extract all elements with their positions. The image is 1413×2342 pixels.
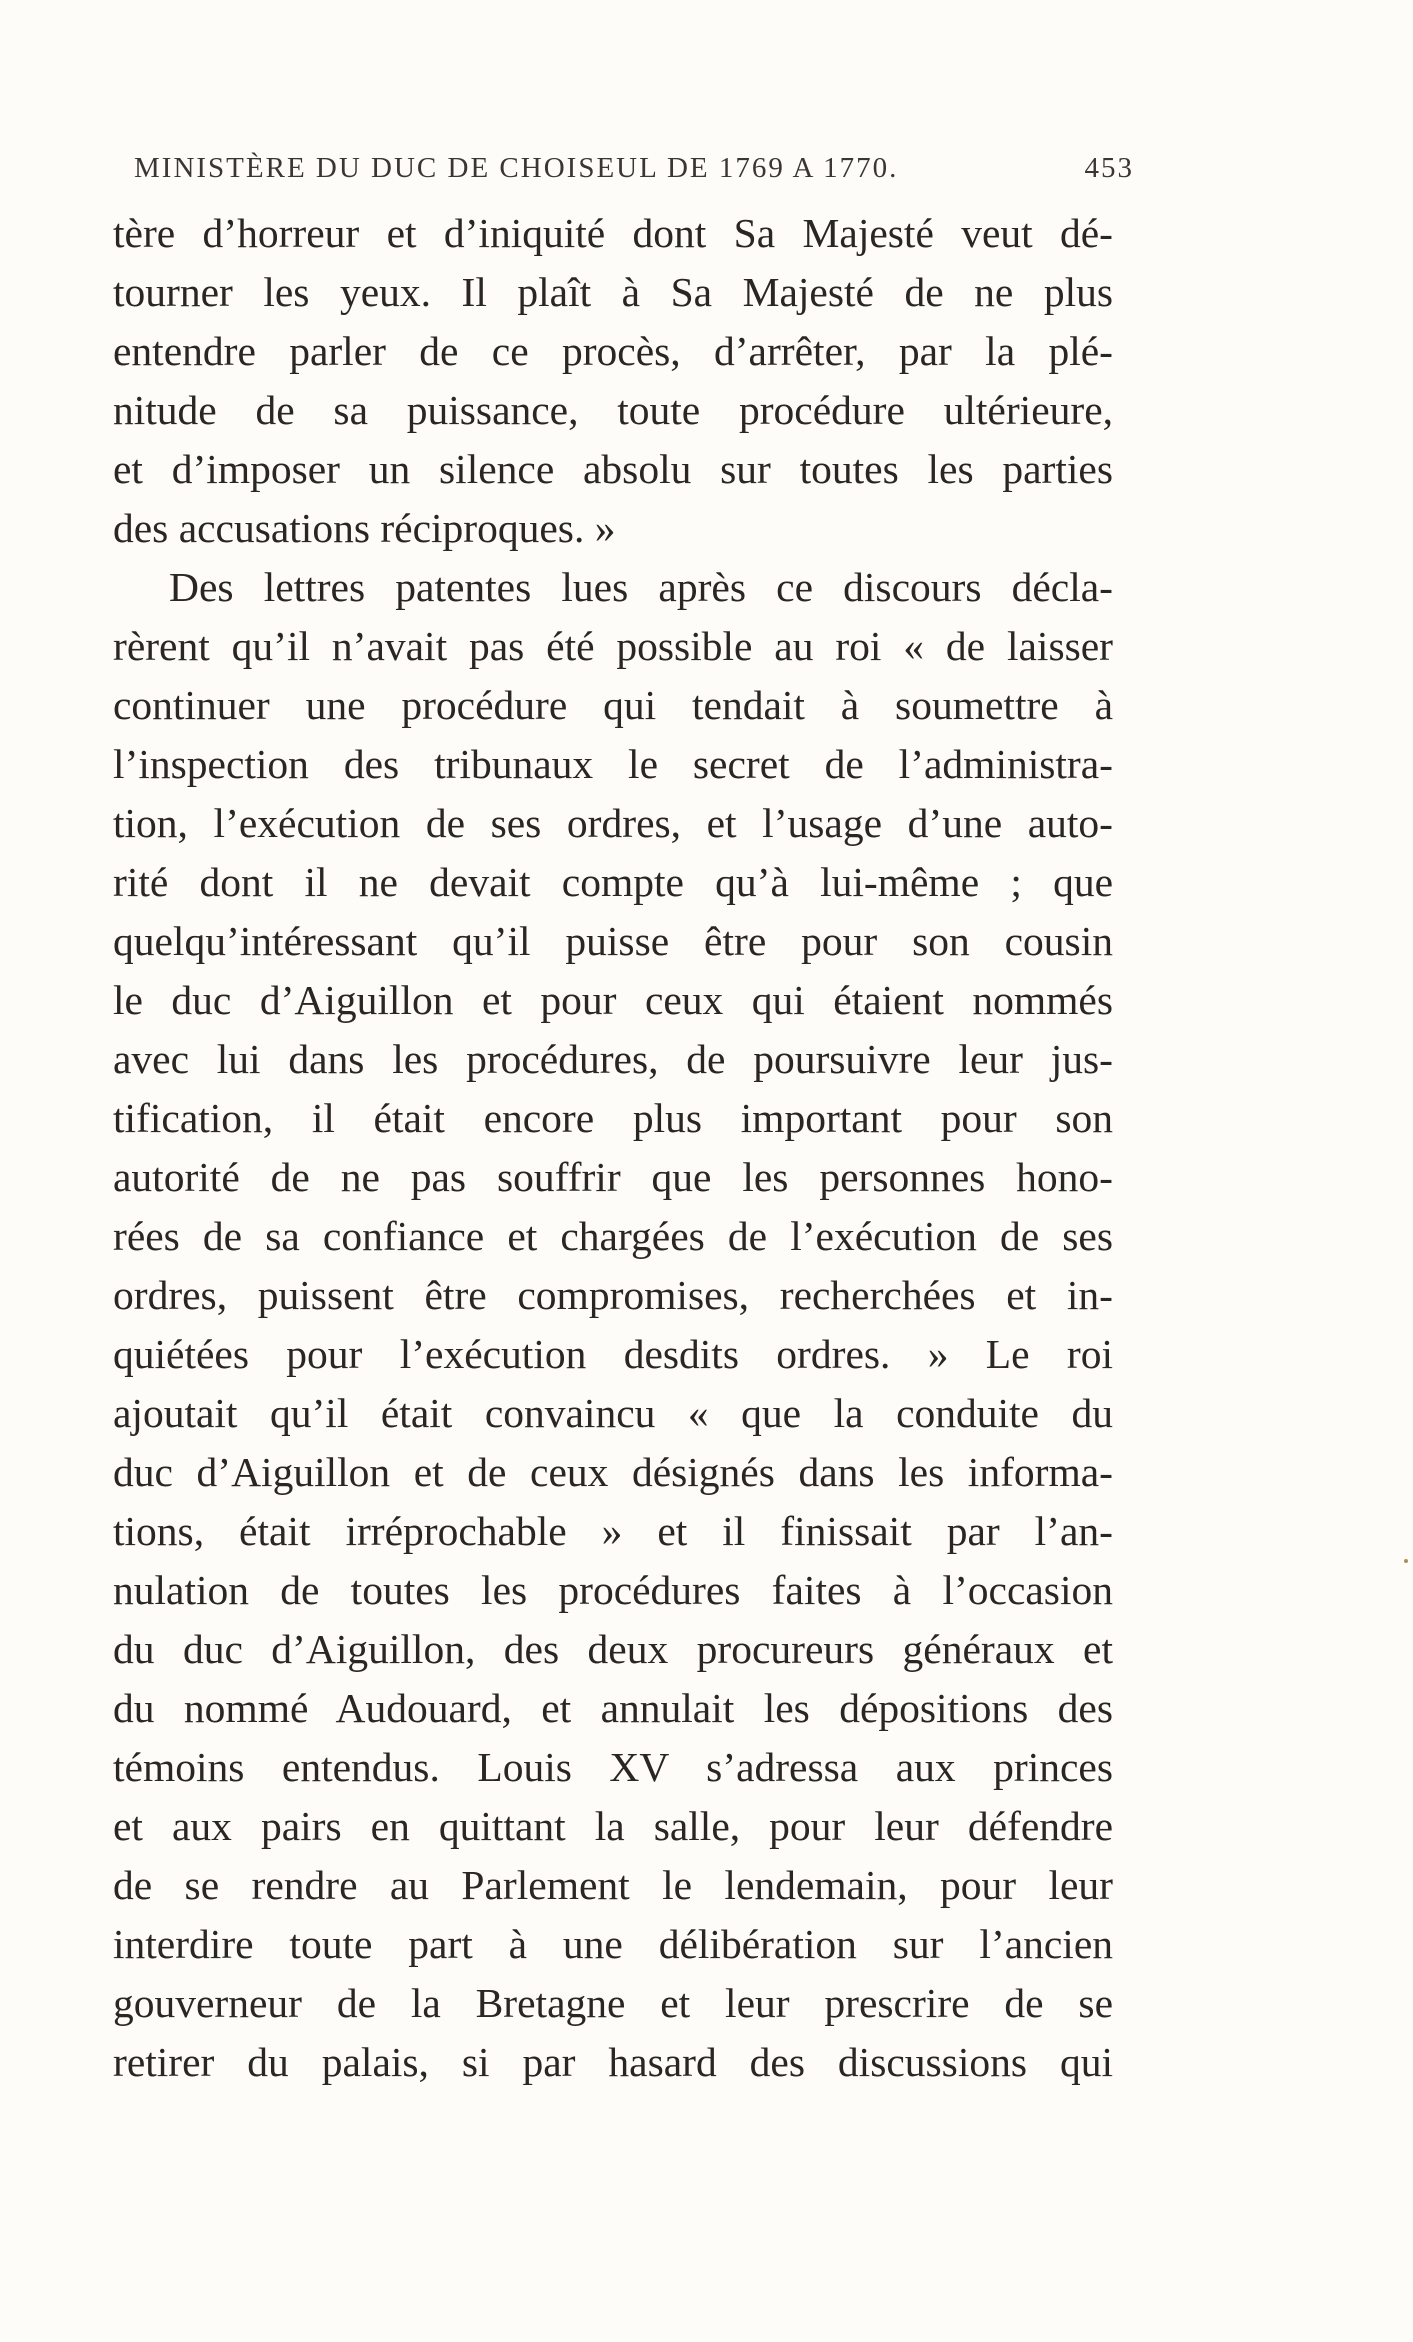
text-line: ordres, puissent être compromises, recherchées et in- xyxy=(113,1272,1113,1318)
text-line: et aux pairs en quittant la salle, pour leur défendre xyxy=(113,1803,1113,1849)
text-line: quiétées pour l’exécution desdits ordres. » Le roi xyxy=(113,1331,1113,1377)
page-header xyxy=(134,152,1134,196)
paragraph-start-line: Des lettres patentes lues après ce discours décla- xyxy=(169,564,1113,610)
text-line: du nommé Audouard, et annulait les dépositions des xyxy=(113,1685,1113,1731)
text-line: interdire toute part à une délibération sur l’ancien xyxy=(113,1921,1113,1967)
text-line: retirer du palais, si par hasard des discussions qui xyxy=(113,2039,1113,2085)
margin-ink-speck xyxy=(1404,1559,1408,1563)
text-line: de se rendre au Parlement le lendemain, pour leur xyxy=(113,1862,1113,1908)
text-line: et d’imposer un silence absolu sur toutes les parties xyxy=(113,446,1113,492)
text-line: rées de sa confiance et chargées de l’exécution de ses xyxy=(113,1213,1113,1259)
text-line: tions, était irréprochable » et il finissait par l’an- xyxy=(113,1508,1113,1554)
text-line: l’inspection des tribunaux le secret de l’administra- xyxy=(113,741,1113,787)
text-line: tion, l’exécution de ses ordres, et l’usage d’une auto- xyxy=(113,800,1113,846)
text-line: continuer une procédure qui tendait à soumettre à xyxy=(113,682,1113,728)
text-line: tification, il était encore plus important pour son xyxy=(113,1095,1113,1141)
text-line: quelqu’intéressant qu’il puisse être pour son cousin xyxy=(113,918,1113,964)
text-line: rèrent qu’il n’avait pas été possible au roi « de laisser xyxy=(113,623,1113,669)
text-line: tourner les yeux. Il plaît à Sa Majesté de ne plus xyxy=(113,269,1113,315)
text-line: nitude de sa puissance, toute procédure ultérieure, xyxy=(113,387,1113,433)
text-line: ajoutait qu’il était convaincu « que la conduite du xyxy=(113,1390,1113,1436)
text-line: le duc d’Aiguillon et pour ceux qui étaient nommés xyxy=(113,977,1113,1023)
text-line: autorité de ne pas souffrir que les personnes hono- xyxy=(113,1154,1113,1200)
text-line: entendre parler de ce procès, d’arrêter, par la plé- xyxy=(113,328,1113,374)
text-line: avec lui dans les procédures, de poursuivre leur jus- xyxy=(113,1036,1113,1082)
body-text xyxy=(113,204,1113,2092)
text-line: du duc d’Aiguillon, des deux procureurs généraux et xyxy=(113,1626,1113,1672)
page-number: 453 xyxy=(1084,152,1134,184)
text-line: des accusations réciproques. » xyxy=(113,505,616,551)
text-line: nulation de toutes les procédures faites à l’occasion xyxy=(113,1567,1113,1613)
running-title: MINISTÈRE DU DUC DE CHOISEUL DE 1769 A 1770. xyxy=(134,152,899,184)
text-line: duc d’Aiguillon et de ceux désignés dans les informa- xyxy=(113,1449,1113,1495)
text-line: gouverneur de la Bretagne et leur prescrire de se xyxy=(113,1980,1113,2026)
text-line: rité dont il ne devait compte qu’à lui-même ; que xyxy=(113,859,1113,905)
text-line: tère d’horreur et d’iniquité dont Sa Majesté veut dé- xyxy=(113,210,1113,256)
text-line: témoins entendus. Louis XV s’adressa aux princes xyxy=(113,1744,1113,1790)
